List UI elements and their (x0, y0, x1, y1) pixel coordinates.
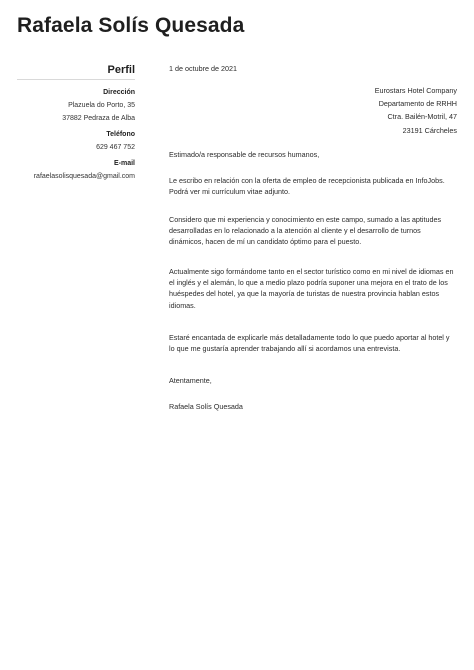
letter-paragraph: Actualmente sigo formándome tanto en el sector turístico como en mi nivel de idiomas en el inglés y el alemán, lo que a medio plazo podría suponer una mejora en el trato de los huéspedes del hotel, ya que la mayoría de turistas de nuestra provincia hablan estos idiomas. (169, 267, 454, 310)
letter-greeting: Estimado/a responsable de recursos humanos, (169, 150, 320, 159)
applicant-name: Rafaela Solís Quesada (17, 14, 245, 37)
letter-paragraph: Le escribo en relación con la oferta de empleo de recepcionista publicada en InfoJobs. Podrá ver mi currículum vitae adjunto. (169, 176, 445, 197)
profile-sidebar (17, 63, 135, 180)
sidebar-title: Perfil (107, 64, 135, 76)
phone-value: 629 467 752 (96, 144, 135, 151)
address-label: Dirección (103, 89, 135, 96)
letter-paragraph: Estaré encantada de explicarle más detalladamente todo lo que puedo aportar al hotel y lo que me gustaría aprender trabajando allí si acordamos una entrevista. (169, 333, 450, 354)
address-line-2: 37882 Pedraza de Alba (62, 115, 135, 122)
email-value: rafaelasolisquesada@gmail.com (33, 173, 135, 180)
letter-date: 1 de octubre de 2021 (169, 64, 237, 73)
phone-label: Teléfono (106, 131, 135, 138)
sidebar-divider (17, 79, 135, 80)
email-label: E-mail (113, 160, 135, 167)
recipient-line: Eurostars Hotel Company (374, 86, 457, 95)
letter-closing: Atentamente, (169, 376, 212, 385)
recipient-line: Departamento de RRHH (378, 99, 457, 108)
recipient-line: 23191 Cárcheles (402, 126, 457, 135)
letter-signature: Rafaela Solís Quesada (169, 402, 243, 411)
recipient-line: Ctra. Bailén-Motril, 47 (387, 112, 457, 121)
letter-paragraph: Considero que mi experiencia y conocimiento en este campo, sumado a las aptitudes desarrolladas en lo relacionado a la atención al cliente y el desarrollo de turnos dinámicos, hacen de mí un candidato óptimo para el puesto. (169, 215, 442, 247)
address-line-1: Plazuela do Porto, 35 (68, 102, 135, 109)
